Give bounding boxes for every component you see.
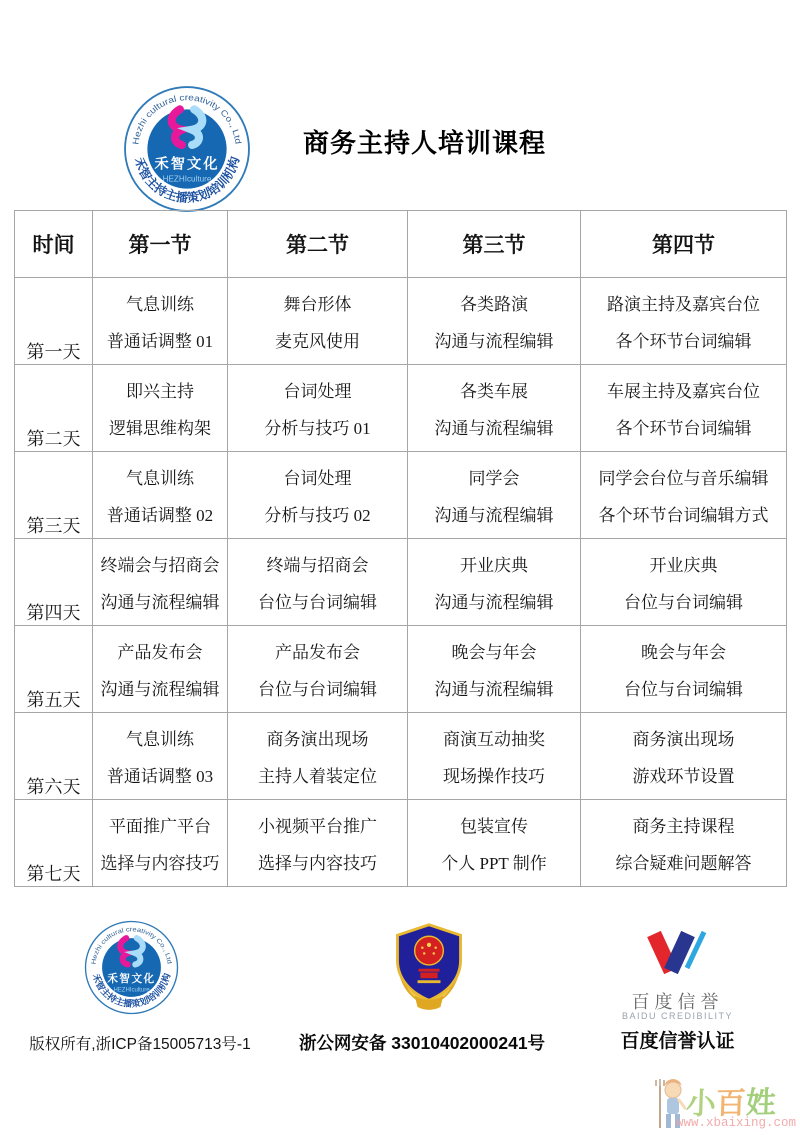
course-line: 台词处理 [283,469,352,488]
course-cell [93,539,228,626]
watermark-char: 百 [715,1086,747,1121]
course-cell [408,800,581,887]
table-row [15,278,787,365]
course-cell [228,452,408,539]
course-line: 气息训练 [126,730,194,749]
day-label: 第二天 [15,365,93,452]
course-cell [228,365,408,452]
course-line: 台位与台词编辑 [624,593,743,612]
course-line: 逻辑思维构架 [109,419,211,438]
course-line: 开业庆典 [649,556,718,575]
table-row [15,626,787,713]
course-line: 普通话调整 02 [106,506,214,525]
police-badge-icon [386,914,472,1012]
course-cell [581,452,787,539]
course-line: 综合疑难问题解答 [615,854,752,873]
watermark-site-url: www.xbaixing.com [676,1116,797,1130]
course-line: 游戏环节设置 [632,767,735,786]
course-cell [408,626,581,713]
course-line: 气息训练 [126,469,194,488]
course-line: 各个环节台词编辑 [615,332,752,351]
course-cell [581,626,787,713]
course-cell [228,713,408,800]
course-line: 选择与内容技巧 [258,854,377,873]
hezhi-logo-icon [123,85,251,213]
baidu-credibility-en: BAIDU CREDIBILITY [621,1011,734,1021]
course-line: 沟通与流程编辑 [434,419,554,438]
course-line: 路演主持及嘉宾台位 [607,295,760,314]
svg-text:禾智文化: 禾智文化 [154,156,220,173]
svg-text:Hezhi cultural creativity Co.,: Hezhi cultural creativity Co., Ltd [130,92,244,146]
course-line: 分析与技巧 02 [264,506,371,525]
course-line: 沟通与流程编辑 [100,680,220,699]
course-line: 产品发布会 [275,643,360,662]
course-line: 气息训练 [126,295,194,314]
course-line: 个人 PPT 制作 [441,854,547,873]
day-label: 第一天 [15,278,93,365]
course-line: 沟通与流程编辑 [434,593,554,612]
course-line: 普通话调整 03 [106,767,214,786]
page-title: 商务主持人培训课程 [303,128,547,158]
course-line: 现场操作技巧 [443,767,545,786]
column-header: 第二节 [228,211,408,278]
course-line: 麦克风使用 [275,332,360,351]
course-cell [581,365,787,452]
course-line: 商务演出现场 [632,730,735,749]
course-line: 台位与台词编辑 [624,680,743,699]
course-cell [93,626,228,713]
course-line: 同学会 [468,469,520,488]
course-table [14,210,787,887]
course-line: 小视频平台推广 [258,817,377,836]
course-line: 各类车展 [460,382,528,401]
watermark-char: 姓 [745,1086,777,1120]
course-line: 主持人着装定位 [258,767,377,786]
course-cell [408,365,581,452]
course-cell [93,800,228,887]
police-record-text: 浙公网安备 33010402000241号 [298,1033,546,1053]
hezhi-logo-footer-icon [84,920,179,1015]
baidu-cert-text: 百度信誉认证 [620,1031,735,1052]
course-cell [581,800,787,887]
table-header-row [15,211,787,278]
course-line: 晚会与年会 [641,643,726,662]
course-line: 车展主持及嘉宾台位 [607,382,760,401]
course-line: 产品发布会 [117,643,203,662]
course-line: 商务主持课程 [632,817,735,836]
course-line: 各个环节台词编辑方式 [598,506,769,525]
course-line: 台位与台词编辑 [258,680,377,699]
course-line: 商演互动抽奖 [443,730,545,749]
course-line: 商务演出现场 [266,730,369,749]
course-line: 舞台形体 [283,295,352,314]
svg-text:HEZHIculture: HEZHIculture [162,174,212,184]
course-table-body [15,278,787,887]
table-row [15,800,787,887]
course-line: 台位与台词编辑 [258,593,377,612]
baidu-credibility-cn: 百度信誉 [631,992,724,1012]
course-line: 即兴主持 [126,382,194,401]
course-line: 包装宣传 [460,817,528,836]
course-cell [408,713,581,800]
course-line: 选择与内容技巧 [100,854,220,873]
course-line: 开业庆典 [460,556,528,575]
course-cell [581,278,787,365]
day-label: 第七天 [15,800,93,887]
course-cell [581,539,787,626]
course-line: 各类路演 [460,295,528,314]
table-row [15,365,787,452]
day-label: 第三天 [15,452,93,539]
course-cell [93,365,228,452]
table-row [15,539,787,626]
course-line: 普通话调整 01 [106,332,214,351]
course-cell [228,539,408,626]
course-cell [228,626,408,713]
column-header: 第四节 [581,211,787,278]
table-row [15,452,787,539]
course-cell [228,278,408,365]
column-header: 时间 [15,211,93,278]
table-row [15,713,787,800]
course-line: 各个环节台词编辑 [615,419,752,438]
watermark-char: 小 [685,1087,717,1121]
baidu-credibility-icon [632,926,712,986]
day-label: 第六天 [15,713,93,800]
day-label: 第四天 [15,539,93,626]
course-line: 晚会与年会 [451,643,537,662]
course-line: 终端会与招商会 [100,556,220,575]
svg-text:禾智主持主播策划培训机构: 禾智主持主播策划培训机构 [131,155,243,206]
copyright-text: 版权所有,浙ICP备15005713号-1 [29,1036,251,1053]
course-cell [408,539,581,626]
course-line: 沟通与流程编辑 [434,680,554,699]
course-cell [93,278,228,365]
course-line: 终端与招商会 [266,556,369,575]
course-cell [93,452,228,539]
course-line: 沟通与流程编辑 [434,332,554,351]
course-cell [93,713,228,800]
day-label: 第五天 [15,626,93,713]
column-header: 第三节 [408,211,581,278]
course-cell [408,278,581,365]
course-cell [581,713,787,800]
course-line: 同学会台位与音乐编辑 [598,469,769,488]
course-cell [228,800,408,887]
course-line: 台词处理 [283,382,352,401]
course-line: 分析与技巧 01 [264,419,371,438]
course-line: 平面推广平台 [109,817,211,836]
course-cell [408,452,581,539]
course-line: 沟通与流程编辑 [434,506,554,525]
column-header: 第一节 [93,211,228,278]
course-line: 沟通与流程编辑 [100,593,220,612]
